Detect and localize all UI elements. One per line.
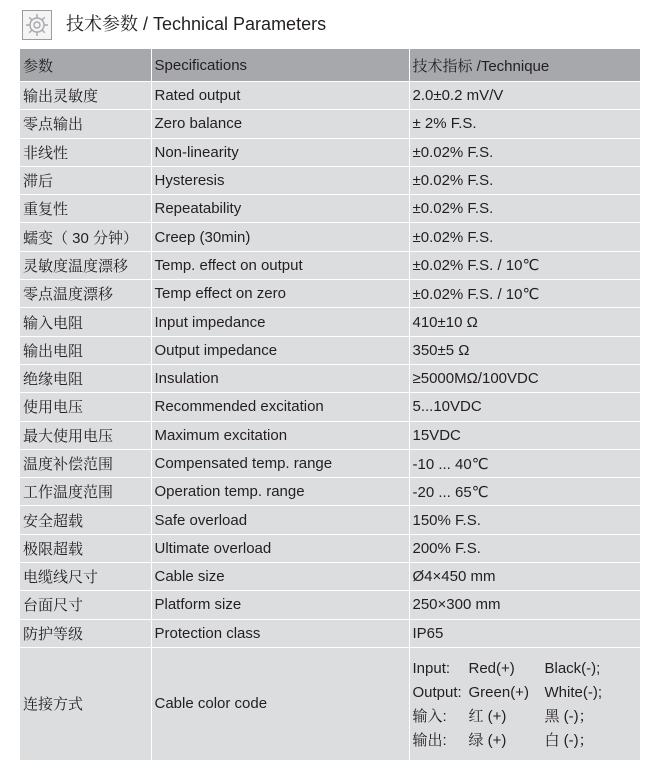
spec-name-cn: 重复性 (20, 195, 151, 223)
spec-name-cn: 最大使用电压 (20, 421, 151, 449)
cable-line (413, 657, 641, 681)
spec-name-en: Insulation (151, 364, 409, 392)
table-row (20, 478, 640, 506)
spec-name-cn: 极限超载 (20, 534, 151, 562)
spec-name-cn: 零点输出 (20, 110, 151, 138)
spec-value: -10 ... 40℃ (409, 449, 640, 477)
spec-name-en: Recommended excitation (151, 393, 409, 421)
table-row (20, 251, 640, 279)
spec-value: 5...10VDC (409, 393, 640, 421)
spec-name-en: Zero balance (151, 110, 409, 138)
spec-name-en: Maximum excitation (151, 421, 409, 449)
table-row (20, 336, 640, 364)
cable-line-positive: Red(+) (468, 660, 515, 678)
spec-value: ±0.02% F.S. (409, 223, 640, 251)
spec-value: -20 ... 65℃ (409, 478, 640, 506)
spec-value: ±0.02% F.S. (409, 195, 640, 223)
gear-icon (22, 10, 52, 40)
spec-name-cn: 非线性 (20, 138, 151, 166)
spec-value: ±0.02% F.S. (409, 138, 640, 166)
spec-name-cn: 灵敏度温度漂移 (20, 251, 151, 279)
spec-name-en: Input impedance (151, 308, 409, 336)
table-row (20, 166, 640, 194)
cable-line (413, 680, 641, 704)
table-row (20, 308, 640, 336)
spec-table (20, 49, 640, 760)
cable-line-negative: 黑 (-)； (544, 708, 594, 726)
header-en: Specifications (151, 49, 409, 82)
page-title: 技术参数 / Technical Parameters (66, 14, 327, 34)
spec-name-en: Non-linearity (151, 138, 409, 166)
cable-line-label: Input: (412, 660, 451, 678)
spec-name-en: Platform size (151, 591, 409, 619)
spec-name-en: Protection class (151, 619, 409, 647)
spec-name-en: Temp. effect on output (151, 251, 409, 279)
spec-value: ≥5000MΩ/100VDC (409, 364, 640, 392)
cable-line-negative: Black(-); (544, 660, 601, 678)
table-row (20, 563, 640, 591)
spec-value: ±0.02% F.S. (409, 166, 640, 194)
cable-color-row (20, 647, 640, 760)
spec-name-en: Output impedance (151, 336, 409, 364)
spec-value: 2.0±0.2 mV/V (409, 82, 640, 110)
header-value: 技术指标 /Technique (409, 49, 640, 82)
table-row (20, 506, 640, 534)
table-row (20, 82, 640, 110)
table-row (20, 280, 640, 308)
cable-line-positive: Green(+) (468, 683, 529, 701)
spec-value: 200% F.S. (409, 534, 640, 562)
spec-value: ± 2% F.S. (409, 110, 640, 138)
table-row (20, 619, 640, 647)
table-row (20, 591, 640, 619)
table-row (20, 138, 640, 166)
spec-name-cn: 零点温度漂移 (20, 280, 151, 308)
spec-value: 350±5 Ω (409, 336, 640, 364)
spec-name-cn: 绝缘电阻 (20, 364, 151, 392)
cable-line-negative: White(-); (544, 683, 602, 701)
spec-name-en: Hysteresis (151, 166, 409, 194)
spec-name-en: Creep (30min) (151, 223, 409, 251)
table-row (20, 223, 640, 251)
spec-name-en: Operation temp. range (151, 478, 409, 506)
spec-value: ±0.02% F.S. / 10℃ (409, 251, 640, 279)
spec-name-en: Cable size (151, 563, 409, 591)
spec-name-cn: 电缆线尺寸 (20, 563, 151, 591)
cable-color-list (409, 647, 640, 760)
table-row (20, 364, 640, 392)
cable-line-positive: 绿 (+) (468, 731, 507, 749)
spec-name-cn: 使用电压 (20, 393, 151, 421)
cable-en: Cable color code (151, 647, 409, 760)
spec-name-en: Temp effect on zero (151, 280, 409, 308)
spec-value: 250×300 mm (409, 591, 640, 619)
spec-value: IP65 (409, 619, 640, 647)
cable-line-label: Output: (412, 683, 462, 701)
table-row (20, 110, 640, 138)
cable-line-label: 输出: (412, 731, 447, 749)
spec-name-en: Compensated temp. range (151, 449, 409, 477)
spec-name-cn: 输入电阻 (20, 308, 151, 336)
page-header (22, 8, 642, 42)
spec-value: 150% F.S. (409, 506, 640, 534)
table-header-row (20, 49, 640, 82)
spec-name-cn: 工作温度范围 (20, 478, 151, 506)
cable-line (413, 704, 641, 728)
spec-name-cn: 安全超载 (20, 506, 151, 534)
spec-name-en: Safe overload (151, 506, 409, 534)
spec-value: 15VDC (409, 421, 640, 449)
spec-name-en: Ultimate overload (151, 534, 409, 562)
cable-line (413, 727, 641, 751)
spec-name-cn: 输出灵敏度 (20, 82, 151, 110)
table-row (20, 421, 640, 449)
spec-name-cn: 台面尺寸 (20, 591, 151, 619)
spec-name-cn: 防护等级 (20, 619, 151, 647)
table-row (20, 393, 640, 421)
cable-line-negative: 白 (-)； (544, 731, 594, 749)
header-cn: 参数 (20, 49, 151, 82)
cable-line-positive: 红 (+) (468, 708, 507, 726)
table-row (20, 534, 640, 562)
cable-cn: 连接方式 (20, 647, 151, 760)
spec-table-body (20, 82, 640, 760)
spec-name-cn: 输出电阻 (20, 336, 151, 364)
spec-name-cn: 蠕变（ 30 分钟） (20, 223, 151, 251)
spec-value: Ø4×450 mm (409, 563, 640, 591)
spec-value: 410±10 Ω (409, 308, 640, 336)
cable-line-label: 输入: (412, 708, 447, 726)
spec-name-cn: 滞后 (20, 166, 151, 194)
table-row (20, 449, 640, 477)
spec-name-en: Rated output (151, 82, 409, 110)
spec-value: ±0.02% F.S. / 10℃ (409, 280, 640, 308)
table-row (20, 195, 640, 223)
spec-name-en: Repeatability (151, 195, 409, 223)
spec-name-cn: 温度补偿范围 (20, 449, 151, 477)
